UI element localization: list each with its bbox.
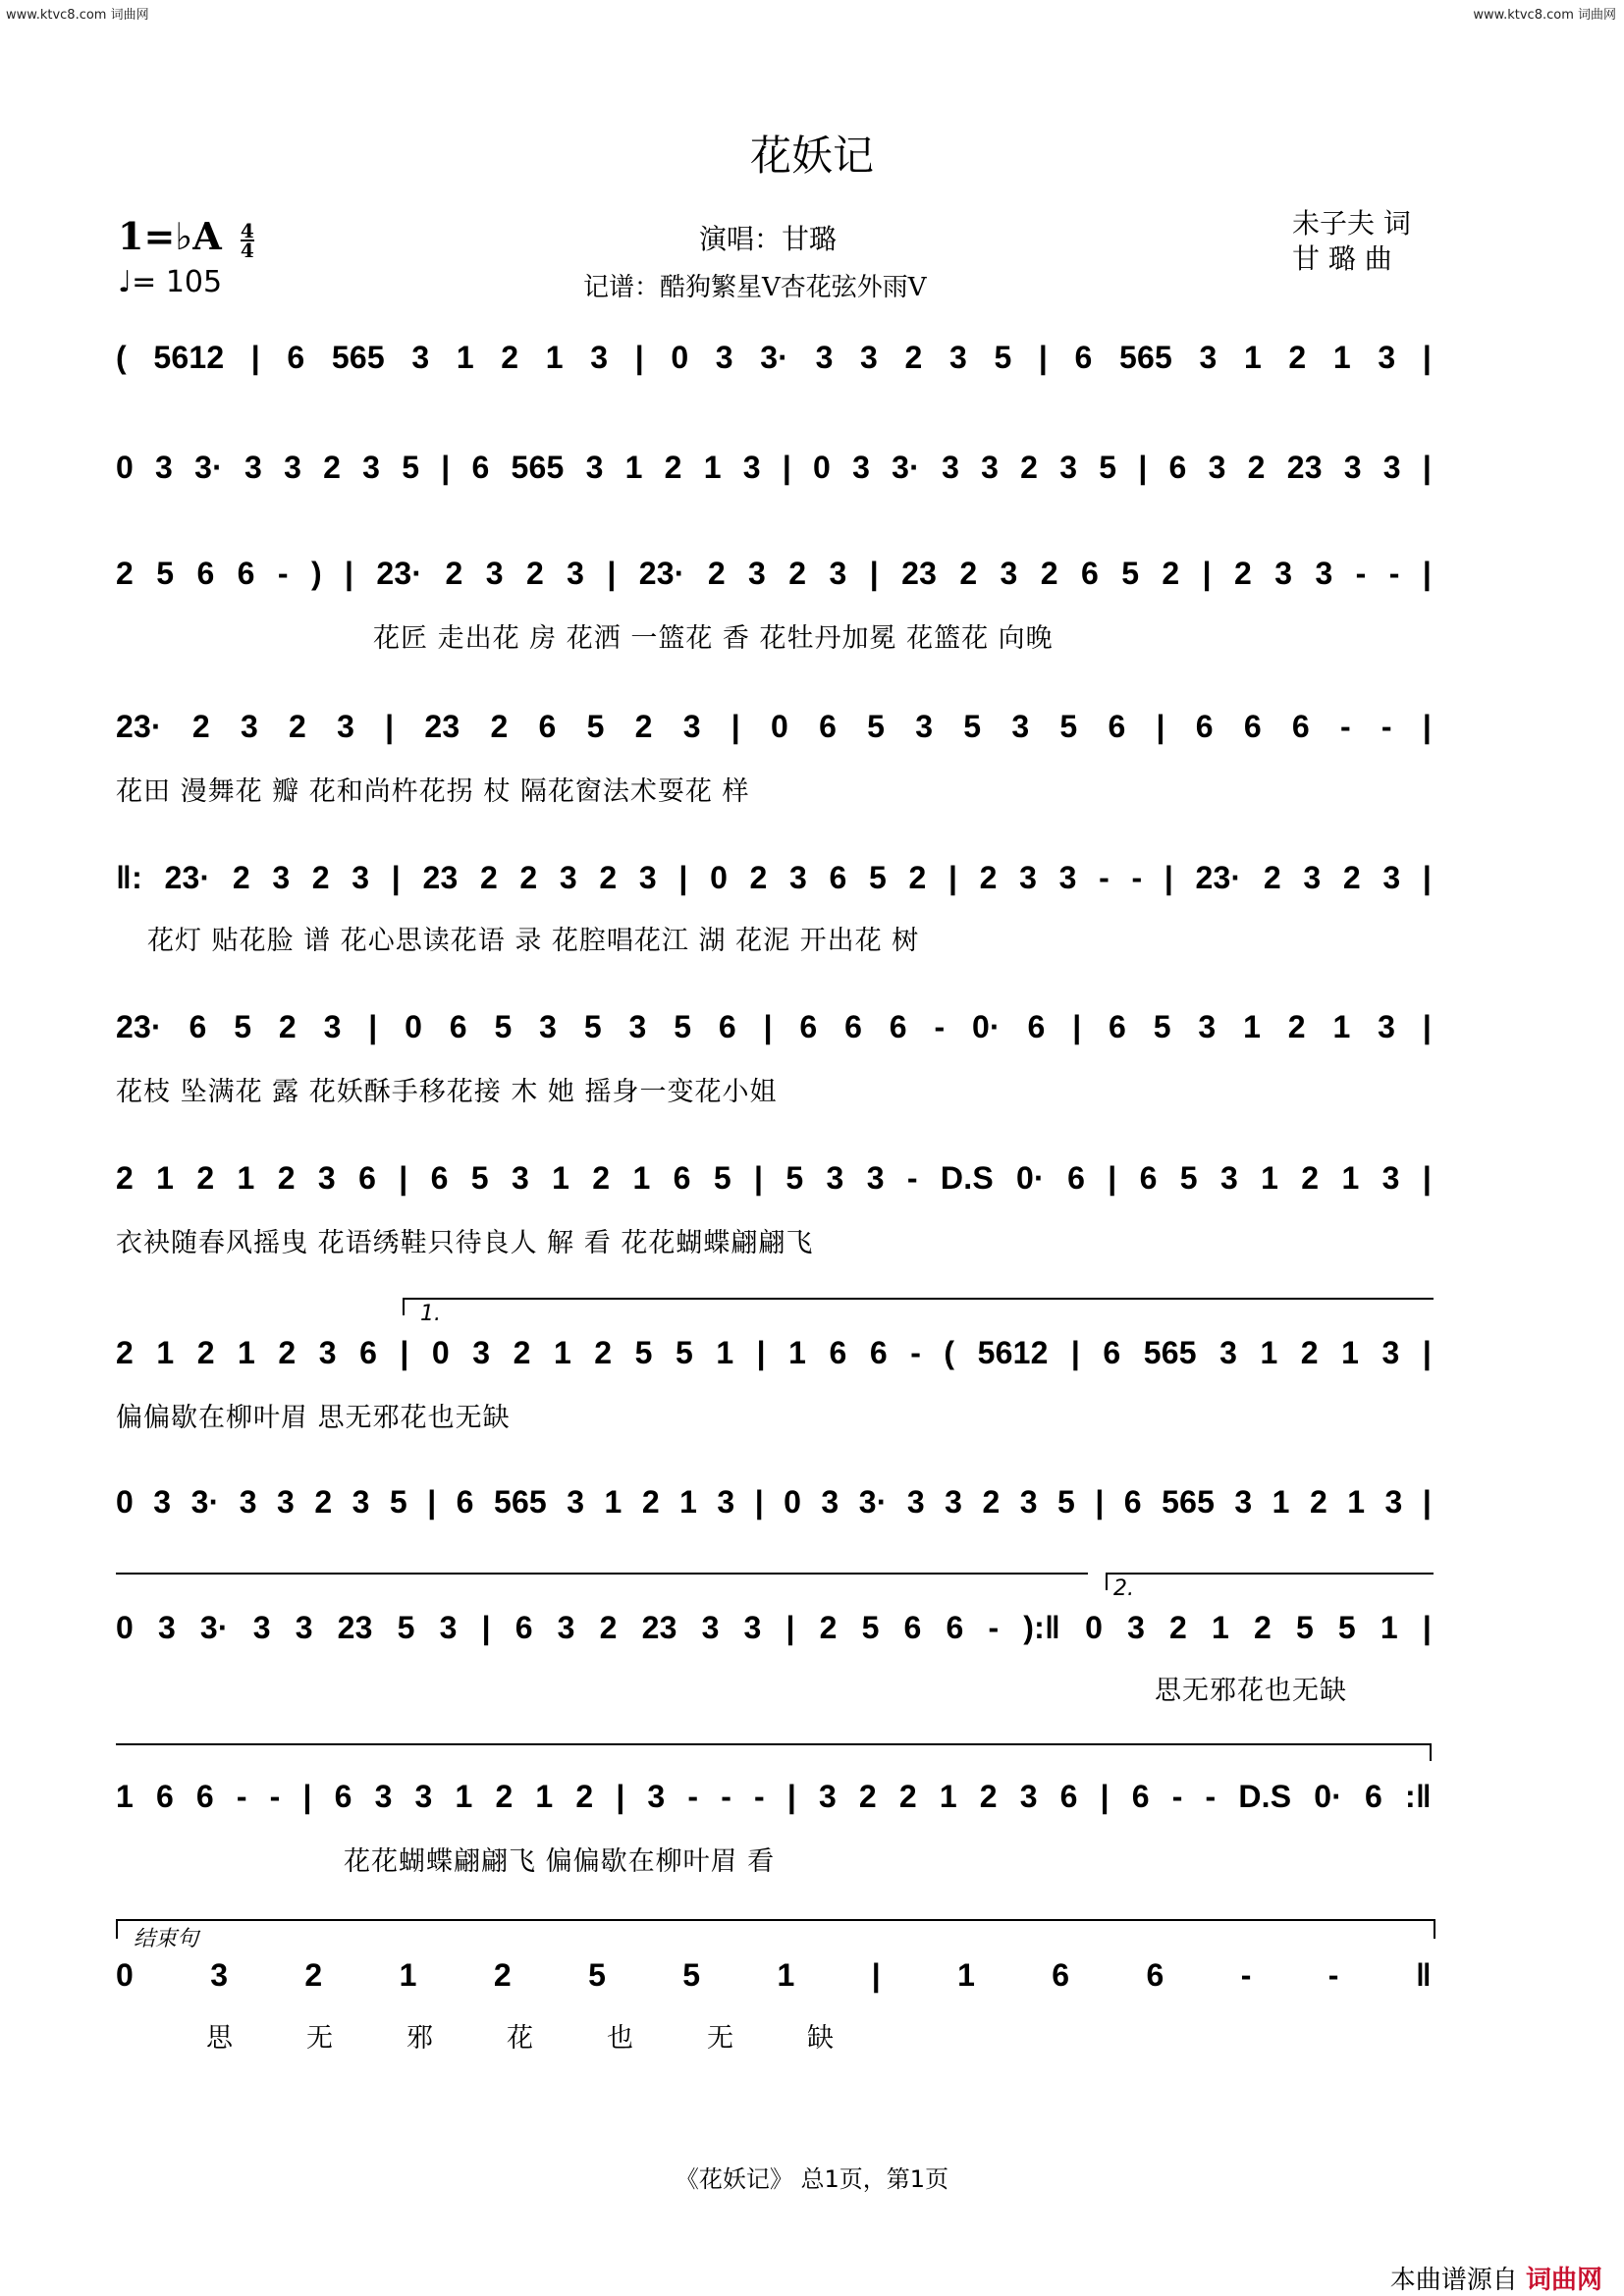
transcriber-credit: 记谱：酷狗繁星V杏花弦外雨V bbox=[583, 273, 927, 302]
singer-credit: 演唱：甘璐 bbox=[699, 223, 838, 255]
score-row-3 bbox=[116, 556, 1432, 611]
time-signature bbox=[240, 218, 254, 262]
notation-line: 2 5 6 6 - ) | 23· 2 3 2 3 | 23· 2 3 2 3 | 23 2 3 2 6 5 2 | 2 3 3 - - | bbox=[116, 556, 1432, 591]
time-top: 4 bbox=[240, 218, 254, 242]
notation-line: 0 3 3· 3 3 23 5 3 | 6 3 2 23 3 3 | 2 5 6 6 - ):‖ 0 3 2 1 2 5 5 1 | bbox=[116, 1610, 1432, 1645]
score-row-1 bbox=[116, 340, 1432, 395]
score-row-2 bbox=[116, 450, 1432, 505]
notation-line: 23· 2 3 2 3 | 23 2 6 5 2 3 | 0 6 5 3 5 3 5 6 | 6 6 6 - - | bbox=[116, 709, 1432, 744]
composer-credit: 甘 璐 曲 bbox=[1292, 242, 1392, 275]
notation-line: 23· 6 5 2 3 | 0 6 5 3 5 3 5 6 | 6 6 6 - 0· 6 | 6 5 3 1 2 1 3 | bbox=[116, 1009, 1432, 1044]
score-row-9 bbox=[116, 1484, 1432, 1539]
source-credit[interactable] bbox=[1390, 2260, 1602, 2296]
score-row-10 bbox=[116, 1610, 1432, 1665]
source-prefix: 本曲谱源自 bbox=[1389, 2266, 1518, 2295]
second-ending-continuation bbox=[116, 1743, 1432, 1761]
notation-line: 2 1 2 1 2 3 6 | 6 5 3 1 2 1 6 5 | 5 3 3 - D.S 0· 6 | 6 5 3 1 2 1 3 | bbox=[116, 1160, 1432, 1196]
coda-bracket bbox=[116, 1919, 1435, 1939]
lyrics-line: 思 无 邪 花 也 无 缺 bbox=[206, 2023, 835, 2054]
score-row-8 bbox=[116, 1335, 1432, 1390]
source-brand: 词曲网 bbox=[1525, 2266, 1602, 2295]
key-text: 1=♭A bbox=[118, 214, 222, 258]
time-bottom: 4 bbox=[240, 238, 254, 262]
song-title: 花妖记 bbox=[749, 132, 874, 180]
lyrics-line: 花田 漫舞花 瓣 花和尚杵花拐 杖 隔花窗法术耍花 样 bbox=[116, 776, 750, 807]
key-signature bbox=[118, 214, 254, 262]
lyrics-line: 花枝 坠满花 露 花妖酥手移花接 木 她 摇身一变花小姐 bbox=[116, 1077, 778, 1107]
score-row-4 bbox=[116, 709, 1432, 764]
coda-label: 结束句 bbox=[134, 1927, 199, 1951]
lyrics-line: 思无邪花也无缺 bbox=[1155, 1676, 1347, 1706]
notation-line: ‖: 23· 2 3 2 3 | 23 2 2 3 2 3 | 0 2 3 6 5 2 | 2 3 3 - - | 23· 2 3 2 3 | bbox=[116, 860, 1432, 895]
tempo-marking: ♩= 105 bbox=[118, 265, 223, 299]
lyrics-line: 花灯 贴花脸 谱 花心思读花语 录 花腔唱花江 湖 花泥 开出花 树 bbox=[147, 926, 920, 956]
notation-line: 2 1 2 1 2 3 6 | 0 3 2 1 2 5 5 1 | 1 6 6 - ( 5612 | 6 565 3 1 2 1 3 | bbox=[116, 1335, 1432, 1370]
lyricist-credit: 未子夫 词 bbox=[1292, 207, 1411, 240]
site-url-right[interactable]: www.ktvc8.com 词曲网 bbox=[1473, 8, 1616, 23]
lyrics-line: 花匠 走出花 房 花洒 一篮花 香 花牡丹加冕 花篮花 向晚 bbox=[373, 623, 1054, 654]
site-url-left[interactable]: www.ktvc8.com 词曲网 bbox=[6, 8, 149, 23]
score-row-6 bbox=[116, 1009, 1432, 1064]
score-row-12 bbox=[116, 1957, 1432, 2012]
score-row-5 bbox=[116, 860, 1432, 915]
score-row-7 bbox=[116, 1160, 1432, 1215]
lyrics-line: 花花蝴蝶翩翩飞 偏偏歇在柳叶眉 看 bbox=[344, 1846, 776, 1877]
lyrics-line: 衣袂随春风摇曳 花语绣鞋只待良人 解 看 花花蝴蝶翩翩飞 bbox=[116, 1228, 814, 1258]
notation-line: ( 5612 | 6 565 3 1 2 1 3 | 0 3 3· 3 3 2 3 5 | 6 565 3 1 2 1 3 | bbox=[116, 340, 1432, 375]
notation-line: 1 6 6 - - | 6 3 3 1 2 1 2 | 3 - - - | 3 2 2 1 2 3 6 | 6 - - D.S 0· 6 :‖ bbox=[116, 1779, 1432, 1814]
notation-line: 0 3 3· 3 3 2 3 5 | 6 565 3 1 2 1 3 | 0 3 3· 3 3 2 3 5 | 6 3 2 23 3 3 | bbox=[116, 450, 1432, 485]
second-ending-bracket bbox=[1106, 1573, 1434, 1590]
notation-line: 0 3 2 1 2 5 5 1 | 1 6 6 - - ‖ bbox=[116, 1957, 1432, 1993]
page-footer: 《花妖记》 总1页，第1页 bbox=[675, 2165, 949, 2193]
second-ending-number: 2. bbox=[1113, 1576, 1134, 1601]
first-ending-bracket bbox=[403, 1298, 1434, 1315]
lyrics-line: 偏偏歇在柳叶眉 思无邪花也无缺 bbox=[116, 1403, 511, 1433]
notation-line: 0 3 3· 3 3 2 3 5 | 6 565 3 1 2 1 3 | 0 3 3· 3 3 2 3 5 | 6 565 3 1 2 1 3 | bbox=[116, 1484, 1432, 1520]
score-row-11 bbox=[116, 1779, 1432, 1834]
first-ending-continuation bbox=[116, 1573, 1088, 1590]
first-ending-number: 1. bbox=[420, 1302, 441, 1326]
